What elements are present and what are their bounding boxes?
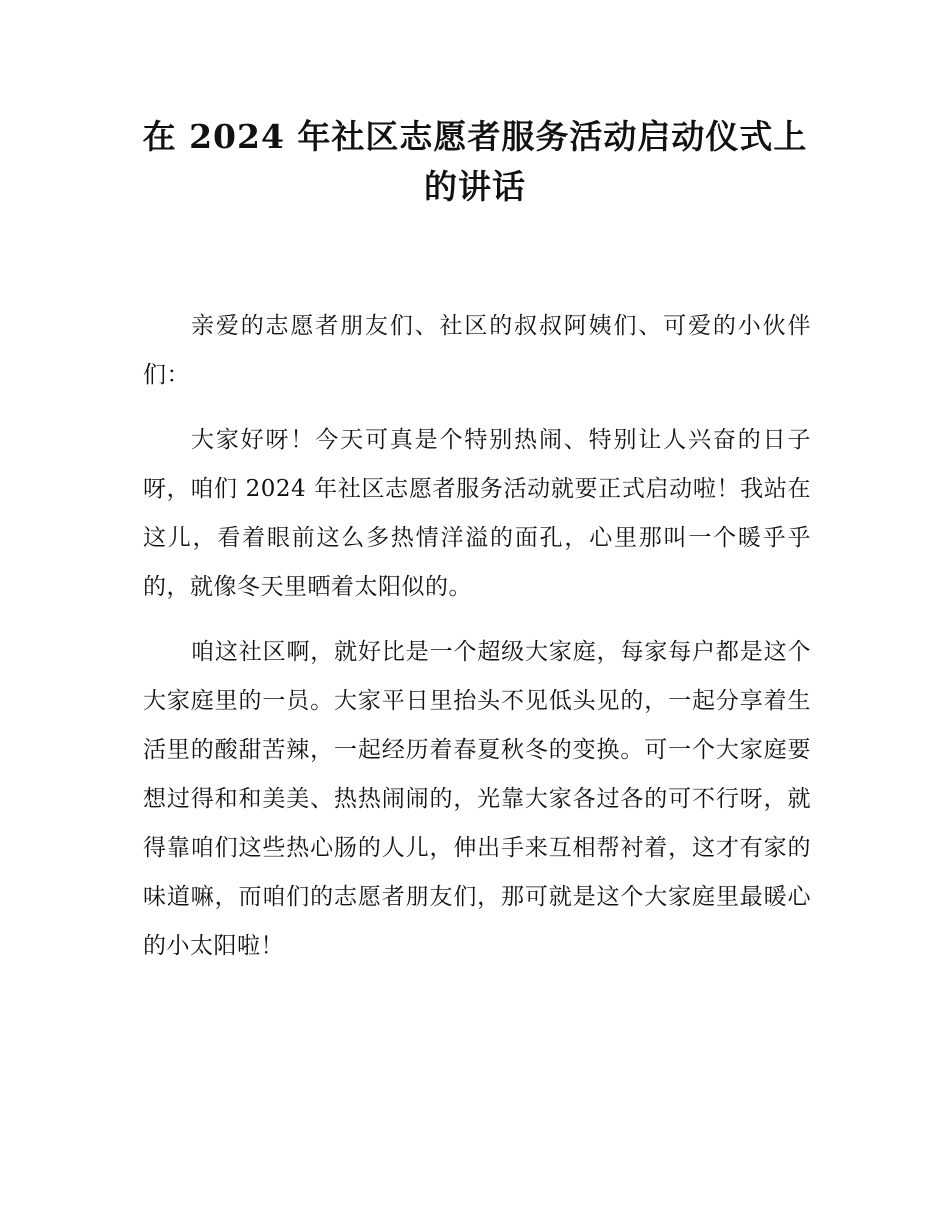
paragraph-community: 咱这社区啊，就好比是一个超级大家庭，每家每户都是这个大家庭里的一员。大家平日里抬头不见低头见的，一起分享着生活里的酸甜苦辣，一起经历着春夏秋冬的变换。可一个大家庭要想过得和和美美、热热闹闹的，光靠大家各过各的可不行呀，就得靠咱们这些热心肠的人儿，伸出手来互相帮衬着，这才有家的味道嘛，而咱们的志愿者朋友们，那可就是这个大家庭里最暖心的小太阳啦！: [143, 639, 811, 959]
document-body: [143, 302, 811, 987]
title-line-2: 的讲话: [424, 167, 526, 206]
title-line-1: 在 2024 年社区志愿者服务活动启动仪式上: [142, 117, 808, 156]
paragraph-opening: 大家好呀！今天可真是个特别热闹、特别让人兴奋的日子呀，咱们 2024 年社区志愿者服务活动就要正式启动啦！我站在这儿，看着眼前这么多热情洋溢的面孔，心里那叫一个暖乎乎的，就像冬天里晒着太阳似的。: [143, 427, 811, 600]
document-title: [140, 112, 810, 212]
paragraph-greeting: 亲爱的志愿者朋友们、社区的叔叔阿姨们、可爱的小伙伴们：: [143, 313, 811, 388]
